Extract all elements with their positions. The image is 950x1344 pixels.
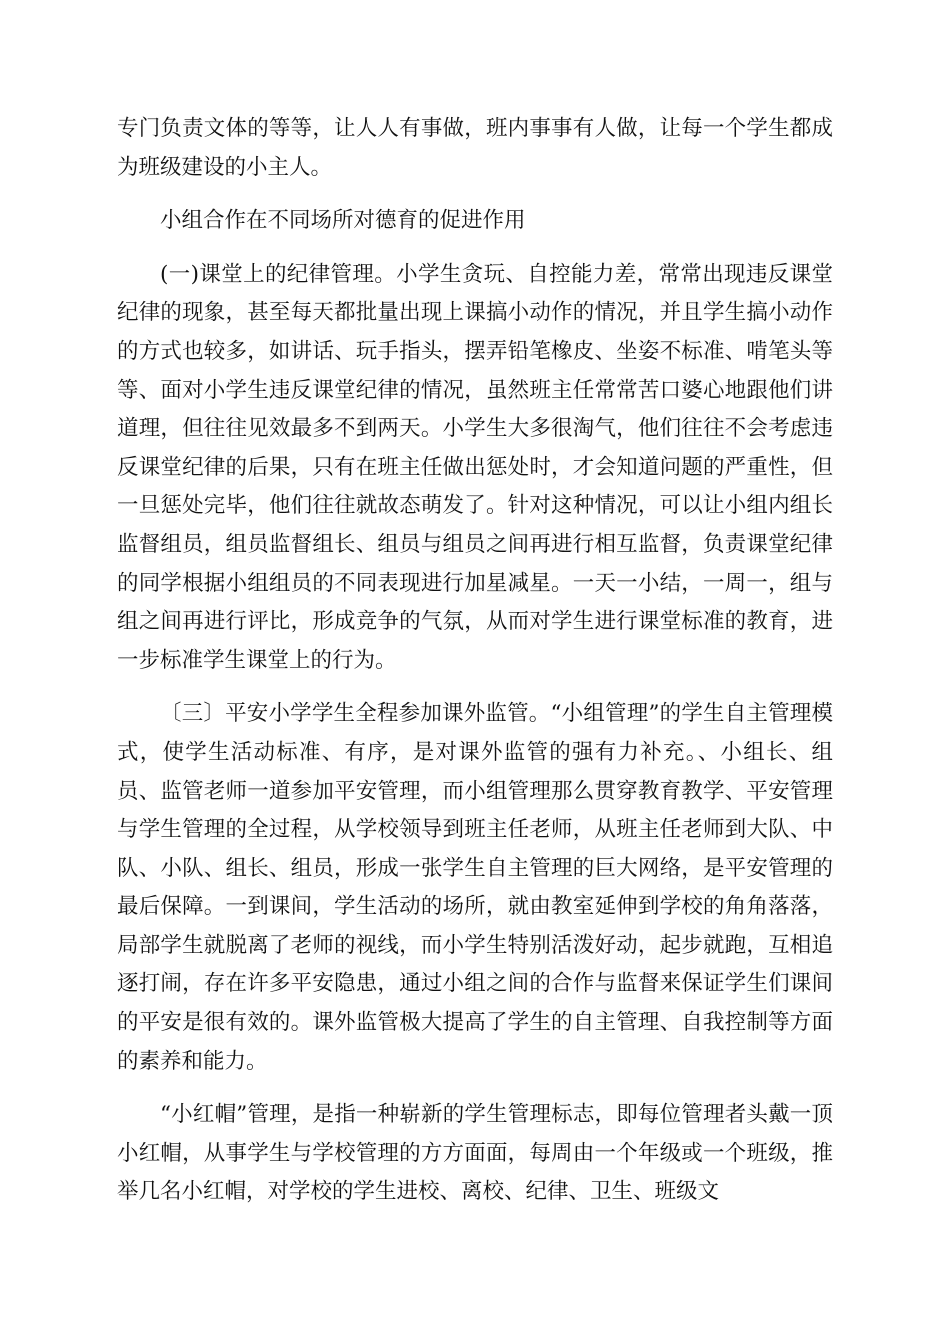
document-body	[117, 110, 833, 1212]
paragraph-classroom-discipline: (一)课堂上的纪律管理。小学生贪玩、自控能力差，常常出现违反课堂纪律的现象，甚至每天都批量出现上课搞小动作的情况，并且学生搞小动作的方式也较多，如讲话、玩手指头，摆弄铅笔橡皮、坐姿不标准、啃笔头等等、面对小学生违反课堂纪律的情况，虽然班主任常常苦口婆心地跟他们讲道理，但往往见效最多不到两天。小学生大多很淘气，他们往往不会考虑违反课堂纪律的后果，只有在班主任做出惩处时，才会知道问题的严重性，但一旦惩处完毕，他们往往就故态萌发了。针对这种情况，可以让小组内组长监督组员，组员监督组长、组员与组员之间再进行相互监督，负责课堂纪律的同学根据小组组员的不同表现进行加星减星。一天一小结，一周一，组与组之间再进行评比，形成竞争的气氛，从而对学生进行课堂标准的教育，进一步标准学生课堂上的行为。	[117, 261, 833, 673]
section-heading: 小组合作在不同场所对德育的促进作用	[160, 208, 526, 234]
paragraph-little-red-hat: “小红帽”管理，是指一种崭新的学生管理标志，即每位管理者头戴一顶小红帽，从事学生与学校管理的方方面面，每周由一个年级或一个班级，推举几名小红帽，对学校的学生进校、离校、纪律、卫生、班级文	[117, 1102, 833, 1205]
paragraph-continuation: 专门负责文体的等等，让人人有事做，班内事事有人做，让每一个学生都成为班级建设的小主人。	[117, 116, 833, 180]
paragraph-extracurricular-supervision: 〔三〕平安小学学生全程参加课外监管。“小组管理”的学生自主管理模式，使学生活动标准、有序，是对课外监管的强有力补充。、小组长、组员、监管老师一道参加平安管理，而小组管理那么贯穿教育教学、平安管理与学生管理的全过程，从学校领导到班主任老师，从班主任老师到大队、中队、小队、组长、组员，形成一张学生自主管理的巨大网络，是平安管理的最后保障。一到课间，学生活动的场所，就由教室延伸到学校的角角落落，局部学生就脱离了老师的视线，而小学生特别活泼好动，起步就跑，互相追逐打闹，存在许多平安隐患，通过小组之间的合作与监督来保证学生们课间的平安是很有效的。课外监管极大提高了学生的自主管理、自我控制等方面的素养和能力。	[117, 701, 833, 1074]
